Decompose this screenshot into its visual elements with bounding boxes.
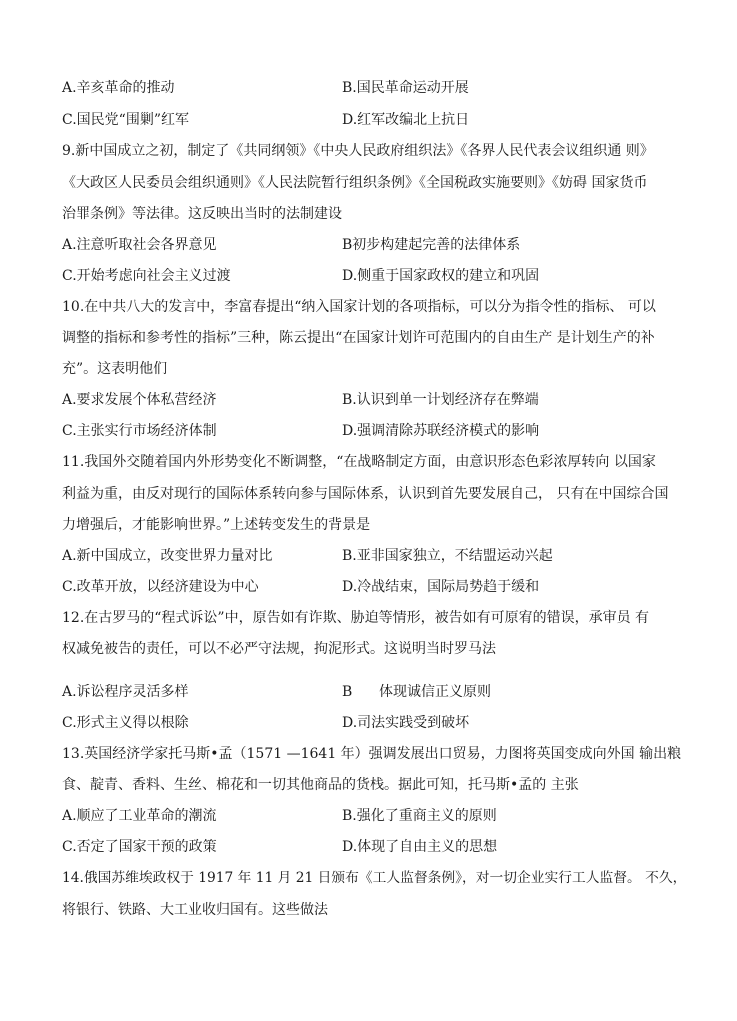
q10-option-a: A.要求发展个体私营经济	[62, 392, 217, 408]
q9-option-d: D.侧重于国家政权的建立和巩固	[342, 268, 540, 284]
q9-stem-line-3: 治罪条例》等法律。这反映出当时的法制建设	[62, 206, 342, 222]
q12-option-b: B 体现诚信正义原则	[342, 684, 491, 700]
q14-stem-line-2: 将银行、铁路、大工业收归国有。这些做法	[62, 902, 328, 918]
q11-stem-line-1: 11.我国外交随着国内外形势变化不断调整，“在战略制定方面，由意识形态色彩浓厚转向 以国家	[62, 454, 656, 470]
q8-option-d: D.红军改编北上抗日	[342, 112, 470, 128]
q10-stem-line-2: 调整的指标和参考性的指标”三种，陈云提出“在国家计划许可范围内的自由生产 是计划生产的补	[62, 330, 655, 346]
q11-option-c: C.改革开放，以经济建设为中心	[62, 579, 259, 595]
q13-stem-line-2: 食、靛青、香料、生丝、棉花和一切其他商品的货栈。据此可知，托马斯•孟的 主张	[62, 777, 579, 793]
q12-options-row-1	[62, 682, 682, 702]
q11-option-a: A.新中国成立，改变世界力量对比	[62, 548, 273, 564]
q13-options-row-1	[62, 806, 682, 826]
q11-stem-line-2: 利益为重，由反对现行的国际体系转向参与国际体系，认识到首先要发展自己， 只有在中国综合国	[62, 486, 669, 502]
q14-stem-line-1: 14.俄国苏维埃政权于 1917 年 11 月 21 日颁布《工人监督条例》，对一切企业实行工人监督。 不久，	[62, 870, 687, 886]
q11-stem-line-3: 力增强后，才能影响世界。”上述转变发生的背景是	[62, 517, 371, 533]
q12-stem-line-2: 权减免被告的责任，可以不必严守法规，拘泥形式。这说明当时罗马法	[62, 641, 496, 657]
q8-option-c: C.国民党“围剿”红军	[62, 112, 189, 128]
q13-options-row-2	[62, 837, 682, 857]
q8-options-row-2	[62, 110, 682, 130]
q9-options-row-2	[62, 266, 682, 286]
q13-option-a: A.顺应了工业革命的潮流	[62, 808, 217, 824]
q9-option-b: B初步构建起完善的法律体系	[342, 237, 521, 253]
q11-options-row-2	[62, 577, 682, 597]
q9-stem-line-1: 9.新中国成立之初，制定了《共同纲领》《中央人民政府组织法》《各界人民代表会议组织通 则》	[62, 143, 654, 159]
q13-option-c: C.否定了国家干预的政策	[62, 839, 217, 855]
q10-stem-line-3: 充”。这表明他们	[62, 361, 168, 377]
q12-option-c: C.形式主义得以根除	[62, 715, 189, 731]
q10-stem-line-1: 10.在中共八大的发言中，李富春提出“纳入国家计划的各项指标，可以分为指令性的指标、 可以	[62, 299, 656, 315]
q10-option-d: D.强调清除苏联经济模式的影响	[342, 423, 540, 439]
q13-option-b: B.强化了重商主义的原则	[342, 808, 497, 824]
q9-option-a: A.注意听取社会各界意见	[62, 237, 217, 253]
q10-options-row-2	[62, 421, 682, 441]
q11-option-b: B.亚非国家独立，不结盟运动兴起	[342, 548, 553, 564]
q13-option-d: D.体现了自由主义的思想	[342, 839, 498, 855]
q8-option-b: B.国民革命运动开展	[342, 80, 469, 96]
q10-option-c: C.主张实行市场经济体制	[62, 423, 217, 439]
q12-option-a: A.诉讼程序灵活多样	[62, 684, 189, 700]
q12-option-d: D.司法实践受到破坏	[342, 715, 470, 731]
q10-options-row-1	[62, 390, 682, 410]
q8-options-row-1	[62, 78, 682, 98]
q9-option-c: C.开始考虑向社会主义过渡	[62, 268, 231, 284]
q13-stem-line-1: 13.英国经济学家托马斯•孟（1571 —1641 年）强调发展出口贸易，力图将英国变成向外国 输出粮	[62, 746, 682, 762]
q12-stem-line-1: 12.在古罗马的“程式诉讼”中，原告如有诈欺、胁迫等情形，被告如有可原宥的错误，承审员 有	[62, 610, 650, 626]
q9-stem-line-2: 《大政区人民委员会组织通则》《人民法院暂行组织条例》《全国税政实施要则》《妨碍 国家货币	[62, 175, 648, 191]
q12-options-row-2	[62, 713, 682, 733]
q11-options-row-1	[62, 546, 682, 566]
q10-option-b: B.认识到单一计划经济存在弊端	[342, 392, 539, 408]
q8-option-a: A.辛亥革命的推动	[62, 80, 175, 96]
q11-option-d: D.冷战结束，国际局势趋于缓和	[342, 579, 540, 595]
q9-options-row-1	[62, 235, 682, 255]
